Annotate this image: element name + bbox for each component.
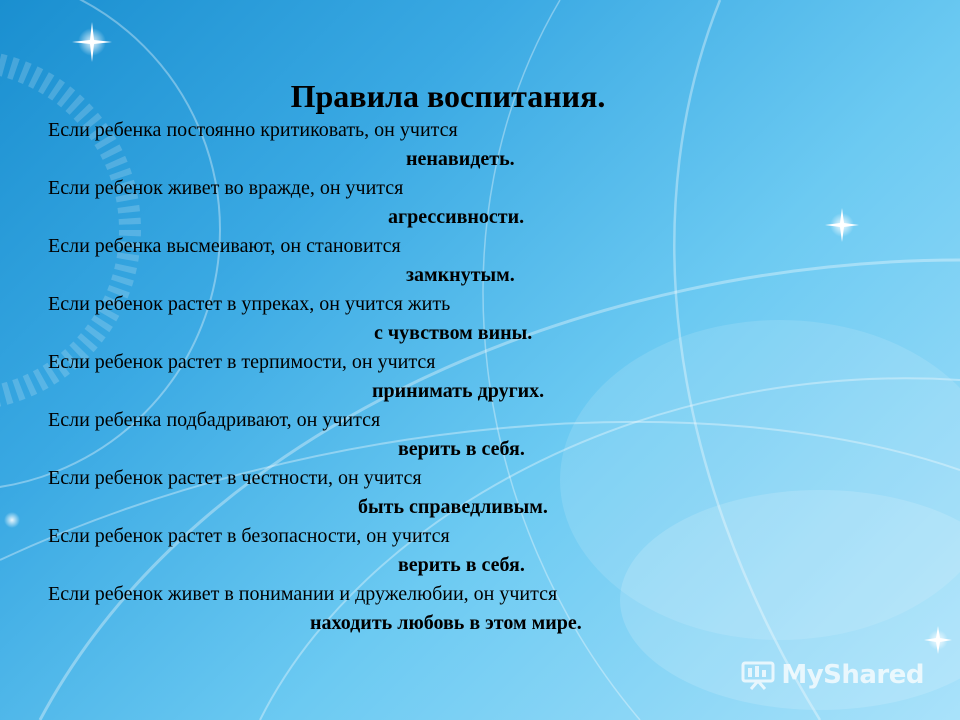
rule-result: замкнутым.	[406, 264, 515, 286]
rule-result: верить в себя.	[398, 438, 525, 460]
rule-result: находить любовь в этом мире.	[310, 612, 582, 634]
rule-result: с чувством вины.	[374, 322, 533, 344]
rule-result: верить в себя.	[398, 554, 525, 576]
rule-result: ненавидеть.	[406, 148, 515, 170]
rule-result: принимать других.	[372, 380, 545, 402]
slide-title: Правила воспитания.	[290, 78, 606, 114]
rule-result: быть справедливым.	[358, 496, 548, 518]
watermark-logo	[741, 660, 924, 690]
rule-cause: Если ребенка подбадривают, он учится	[48, 409, 381, 431]
rule-cause: Если ребенок растет в безопасности, он учится	[48, 525, 450, 547]
rules-list	[48, 116, 928, 638]
watermark-text: MyShared	[781, 660, 924, 690]
rule-cause: Если ребенка постоянно критиковать, он учится	[48, 119, 458, 141]
sparkle-icon	[72, 22, 112, 62]
rule-result: агрессивности.	[388, 206, 525, 228]
rule-cause: Если ребенок растет в терпимости, он учится	[48, 351, 436, 373]
rule-cause: Если ребенок живет в понимании и дружелюбии, он учится	[48, 583, 558, 605]
rule-cause: Если ребенок живет во вражде, он учится	[48, 177, 404, 199]
rule-cause: Если ребенок растет в честности, он учится	[48, 467, 422, 489]
rule-cause: Если ребенок растет в упреках, он учится жить	[48, 293, 451, 315]
rule-cause: Если ребенка высмеивают, он становится	[48, 235, 401, 257]
presentation-board-icon	[741, 660, 775, 690]
